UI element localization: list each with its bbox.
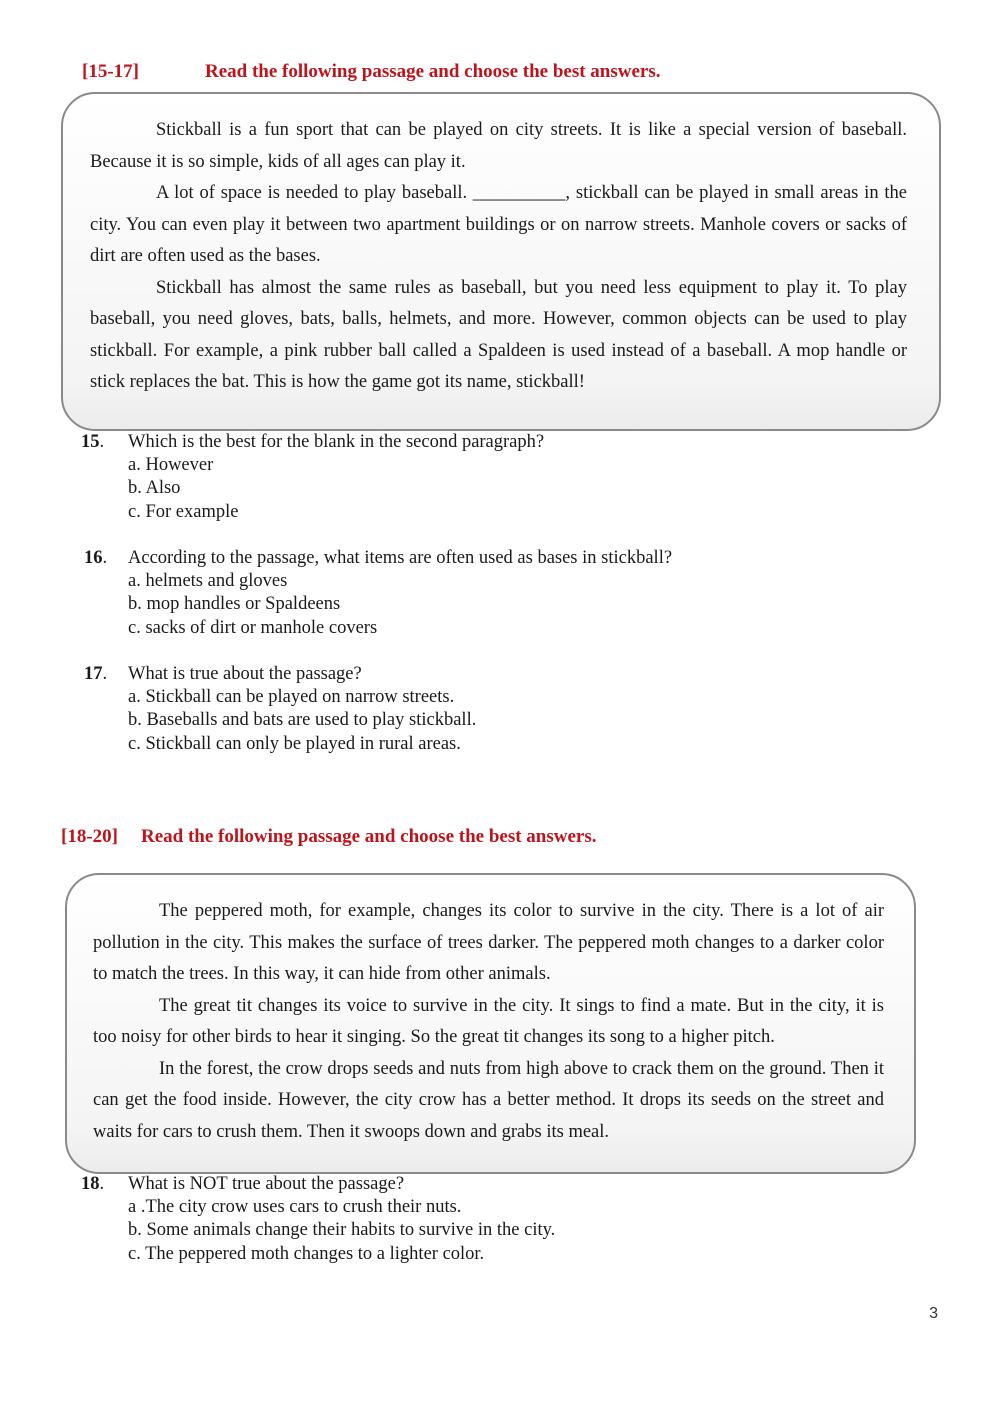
question-text: According to the passage, what items are often used as bases in stickball? (128, 548, 673, 568)
passage-paragraph: A lot of space is needed to play baseball. __________, stickball can be played in small areas in the city. You can even play it between two apartment buildings or on narrow streets. Manhole covers or sacks of dirt are often used as the bases. (90, 183, 907, 266)
question-number: 17 (84, 664, 103, 684)
passage-paragraph: In the forest, the crow drops seeds and nuts from high above to crack them on the ground. Then it can get the food inside. However, the city crow has a better method. It drops its seeds on the street and waits for cars to crush them. Then it swoops down and grabs its meal. (93, 1058, 884, 1142)
passage-paragraph: The great tit changes its voice to survive in the city. It sings to find a mate. But in the city, it is too noisy for other birds to hear it singing. So the great tit changes its song to a higher pitch. (93, 995, 884, 1047)
question-text: What is true about the passage? (128, 664, 362, 684)
answer-option-c: c. For example (128, 501, 239, 522)
section-instruction: Read the following passage and choose the best answers. (141, 826, 597, 847)
answer-option-b: b. mop handles or Spaldeens (128, 594, 341, 615)
page-number: 3 (929, 1305, 938, 1322)
question-17: 17. What is true about the passage? a. Stickball can be played on narrow streets. b. Baseballs and bats are used to play stickball. c. Stickball can only be played in rural areas. (84, 663, 476, 756)
answer-option-a: a. helmets and gloves (128, 571, 288, 592)
section-heading-18-20 (61, 826, 597, 848)
answer-option-c: c. sacks of dirt or manhole covers (128, 617, 378, 638)
answer-option-c: c. The peppered moth changes to a lighter color. (128, 1243, 485, 1264)
question-18: 18. What is NOT true about the passage? a .The city crow uses cars to crush their nuts. b. Some animals change their habits to survive in the city. c. The peppered moth changes to a lighter color. (81, 1173, 555, 1266)
answer-option-a: a .The city crow uses cars to crush their nuts. (128, 1197, 462, 1218)
section-range: [15-17] (82, 61, 139, 82)
answer-option-c: c. Stickball can only be played in rural areas. (128, 733, 461, 754)
passage-paragraph: Stickball is a fun sport that can be played on city streets. It is like a special version of baseball. Because it is so simple, kids of all ages can play it. (90, 120, 907, 172)
section-range: [18-20] (61, 826, 118, 847)
section-instruction: Read the following passage and choose the best answers. (205, 61, 661, 82)
question-number: 15 (81, 432, 100, 452)
answer-option-b: b. Baseballs and bats are used to play stickball. (128, 710, 477, 731)
passage-box-stickball (61, 92, 941, 431)
section-heading-15-17 (82, 61, 661, 83)
passage-paragraph: The peppered moth, for example, changes its color to survive in the city. There is a lot of air pollution in the city. This makes the surface of trees darker. The peppered moth changes to a darker color to match the trees. In this way, it can hide from other animals. (93, 901, 884, 984)
question-text: What is NOT true about the passage? (128, 1174, 405, 1194)
question-number: 18 (81, 1174, 100, 1194)
question-text: Which is the best for the blank in the second paragraph? (128, 432, 545, 452)
question-number: 16 (84, 548, 103, 568)
answer-option-b: b. Also (128, 478, 181, 499)
answer-option-a: a. Stickball can be played on narrow streets. (128, 687, 455, 708)
passage-box-city-animals (65, 873, 916, 1174)
answer-option-b: b. Some animals change their habits to survive in the city. (128, 1220, 556, 1241)
question-15: 15. Which is the best for the blank in the second paragraph? a. However b. Also c. For example (81, 431, 544, 524)
answer-option-a: a. However (128, 455, 214, 476)
question-16: 16. According to the passage, what items are often used as bases in stickball? a. helmets and gloves b. mop handles or Spaldeens c. sacks of dirt or manhole covers (84, 547, 672, 640)
passage-paragraph: Stickball has almost the same rules as baseball, but you need less equipment to play it. To play baseball, you need gloves, bats, balls, helmets, and more. However, common objects can be used to play stickball. For example, a pink rubber ball called a Spaldeen is used instead of a baseball. A mop handle or stick replaces the bat. This is how the game got its name, stickball! (90, 277, 907, 392)
